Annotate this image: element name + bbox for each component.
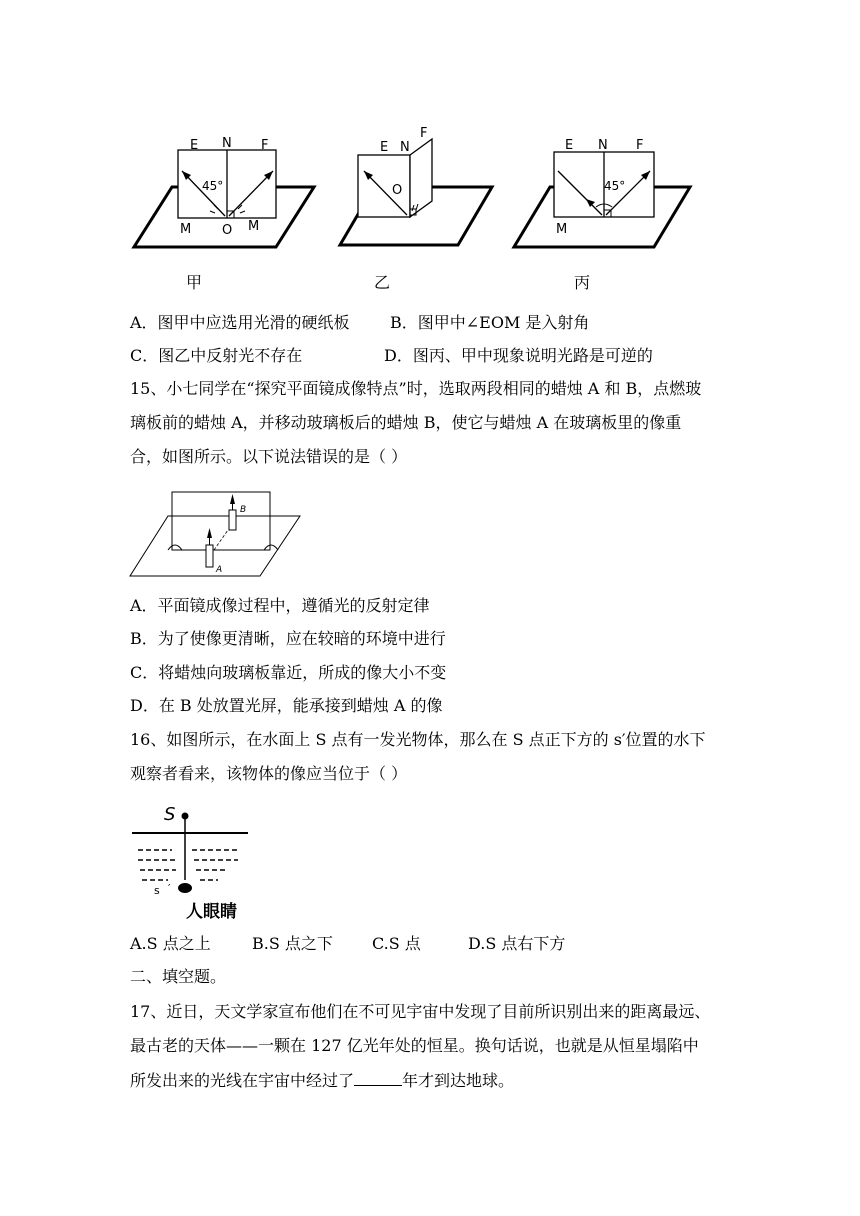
q16-option-a: A.S 点之上	[130, 934, 211, 953]
label-e: E	[565, 138, 574, 153]
label-m-2: M	[248, 219, 260, 234]
q14-options-row-2	[130, 345, 653, 367]
label-m: M	[180, 222, 192, 237]
q14-option-b: B．图甲中∠EOM 是入射角	[390, 313, 590, 332]
answer-blank[interactable]	[354, 1069, 402, 1086]
q15-stem-line-2: 璃板前的蜡烛 A，并移动玻璃板后的蜡烛 B，使它与蜡烛 A 在玻璃板里的像重	[130, 413, 682, 432]
q16-option-c: C.S 点	[372, 934, 421, 953]
caption-bing: 丙	[574, 273, 591, 292]
q16-option-d: D.S 点右下方	[468, 934, 566, 953]
section-title: 二、填空题。	[130, 967, 227, 986]
q16-options	[130, 933, 565, 955]
q14-option-c: C．图乙中反射光不存在	[130, 346, 303, 365]
figure-bing	[508, 125, 698, 255]
q14-option-d: D．图丙、甲中现象说明光路是可逆的	[384, 346, 653, 365]
q15-option-a: A．平面镜成像过程中，遵循光的反射定律	[130, 596, 430, 615]
label-n: N	[400, 140, 410, 155]
label-m: M	[556, 222, 568, 237]
q15-option-d: D．在 B 处放置光屏，能承接到蜡烛 A 的像	[130, 696, 443, 715]
q17-text-before-blank: 所发出来的光线在宇宙中经过了	[130, 1071, 355, 1090]
label-e: E	[380, 140, 389, 155]
q15-stem-line-3: 合，如图所示。以下说法错误的是（ ）	[130, 447, 408, 466]
label-f: F	[261, 138, 269, 153]
prime-mark: ′	[168, 882, 171, 895]
figure-water-observer	[128, 796, 253, 924]
label-s-prime: s	[154, 884, 160, 897]
figure-candle-mirror	[128, 486, 308, 581]
label-o: O	[392, 183, 403, 198]
label-angle: 45°	[604, 179, 626, 193]
caption-yi: 乙	[374, 273, 391, 292]
q14-option-a: A．图甲中应选用光滑的硬纸板	[130, 313, 350, 332]
label-f: F	[420, 126, 428, 141]
figure-jia	[128, 125, 318, 255]
q17-text-after-blank: 年才到达地球。	[402, 1071, 515, 1090]
label-e: E	[190, 138, 199, 153]
q15-option-c: C．将蜡烛向玻璃板靠近，所成的像大小不变	[130, 663, 447, 682]
q15-option-b: B．为了使像更清晰，应在较暗的环境中进行	[130, 629, 446, 648]
label-s: S	[164, 804, 176, 825]
q16-stem-line-2: 观察者看来，该物体的像应当位于（ ）	[130, 764, 408, 783]
q17-stem-line-3	[130, 1069, 514, 1092]
label-f: F	[636, 138, 644, 153]
label-n: N	[598, 138, 608, 153]
label-eye: 人眼睛	[186, 902, 237, 922]
label-a: A	[216, 565, 223, 575]
q15-stem-line-1: 15、小七同学在“探究平面镜成像特点”时，选取两段相同的蜡烛 A 和 B，点燃玻	[130, 379, 702, 398]
figure-yi	[334, 125, 504, 255]
label-n: N	[222, 136, 232, 151]
label-angle: 45°	[202, 179, 224, 193]
label-o: O	[222, 223, 233, 238]
q17-stem-line-2: 最古老的天体——一颗在 127 亿光年处的恒星。换句话说，也就是从恒星塌陷中	[130, 1036, 699, 1055]
q17-stem-line-1: 17、近日，天文学家宣布他们在不可见宇宙中发现了目前所识别出来的距离最远、	[130, 1002, 711, 1021]
q14-options-row-1	[130, 312, 589, 334]
label-b: B	[240, 505, 247, 515]
q16-stem-line-1: 16、如图所示，在水面上 S 点有一发光物体，那么在 S 点正下方的 s′位置的水下	[130, 730, 706, 749]
caption-jia: 甲	[186, 273, 203, 292]
q16-option-b: B.S 点之下	[252, 934, 333, 953]
